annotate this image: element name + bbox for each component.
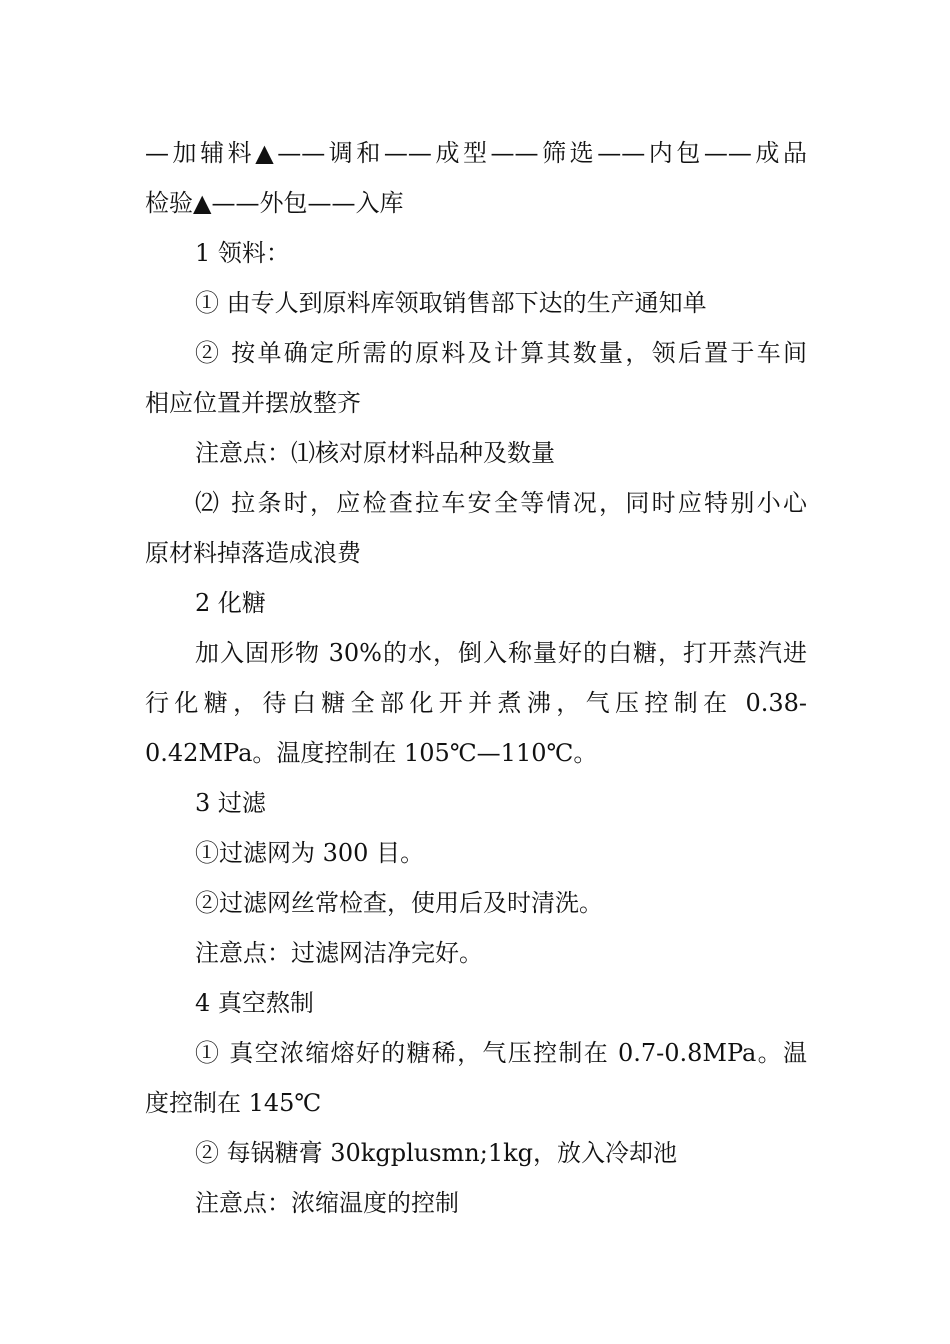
text-line: ① 真空浓缩熔好的糖稀，气压控制在 0.7-0.8MPa。温 [195,1039,807,1067]
note-line: 注意点：⑴核对原材料品种及数量 [195,439,555,467]
note-line: 注意点：浓缩温度的控制 [195,1189,459,1217]
section-heading: 1 领料： [195,239,290,267]
note-line: 注意点：过滤网洁净完好。 [195,939,483,967]
text-line: 加入固形物 30%的水，倒入称量好的白糖，打开蒸汽进 [195,639,807,667]
text-line: ① 由专人到原料库领取销售部下达的生产通知单 [195,289,707,317]
text-line: 检验▲——外包——入库 [145,189,404,217]
text-line: 行化糖，待白糖全部化开并煮沸，气压控制在 0.38- [145,689,807,717]
text-line: 相应位置并摆放整齐 [145,389,361,417]
text-line: —加辅料▲——调和——成型——筛选——内包——成品 [145,139,807,167]
text-line: 原材料掉落造成浪费 [145,539,361,567]
text-line: ⑵ 拉条时，应检查拉车安全等情况，同时应特别小心 [195,489,807,517]
text-line: 度控制在 145℃ [145,1089,322,1117]
text-line: ②过滤网丝常检查，使用后及时清洗。 [195,889,603,917]
section-heading: 2 化糖 [195,589,266,617]
section-heading: 3 过滤 [195,789,266,817]
document-body [145,128,807,1228]
text-line: ①过滤网为 300 目。 [195,839,425,867]
text-line: ② 按单确定所需的原料及计算其数量，领后置于车间 [195,339,807,367]
text-line: 0.42MPa。温度控制在 105℃—110℃。 [145,739,598,767]
text-line: ② 每锅糖膏 30kgplusmn;1kg，放入冷却池 [195,1139,677,1167]
section-heading: 4 真空熬制 [195,989,314,1017]
